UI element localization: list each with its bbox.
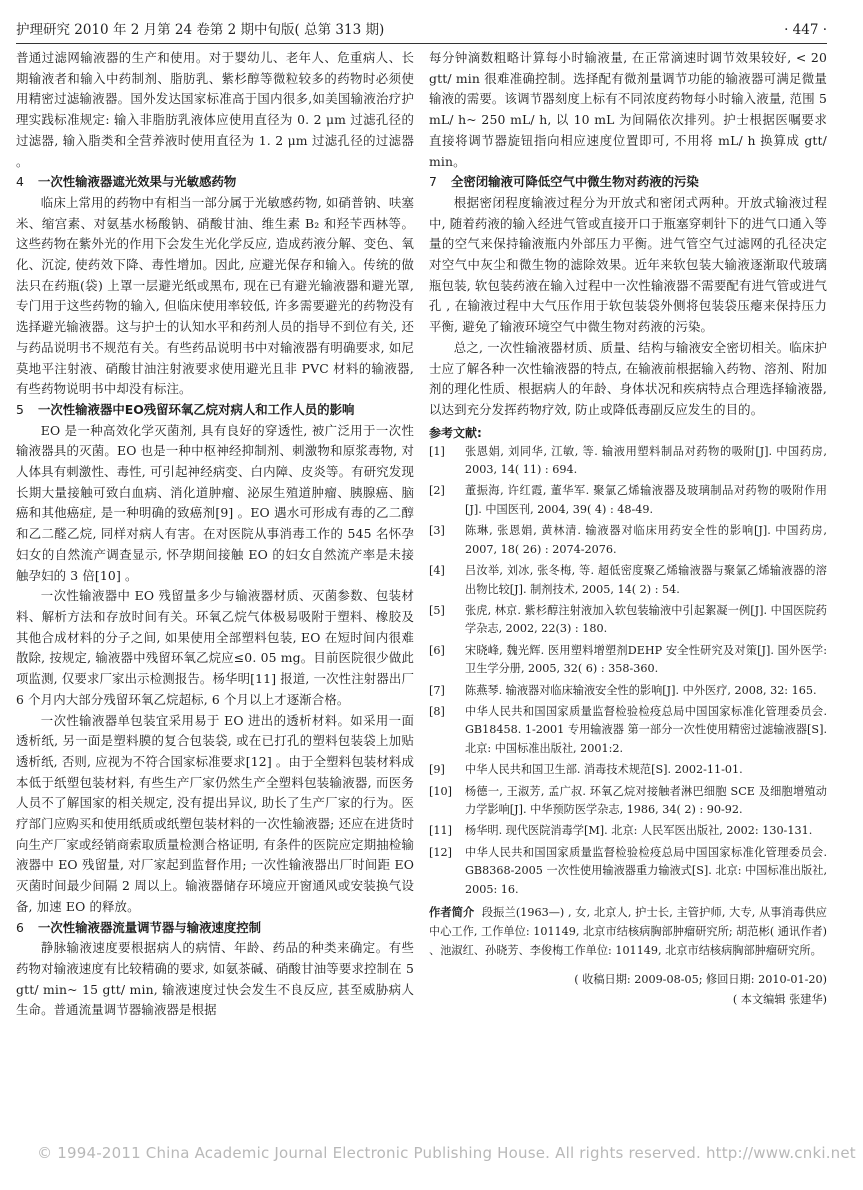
reference-item [429,682,827,700]
reference-text: 吕汝举, 刘冰, 张冬梅, 等. 超低密度聚乙烯输液器与聚氯乙烯输液器的溶出物比较[J]. 制剂技术, 2005, 14( 2) : 54. [465,564,827,596]
author-note [429,903,827,960]
reference-item [429,783,827,820]
reference-item [429,642,827,679]
reference-number: [6] [429,643,445,657]
paragraph: 临床上常用的药物中有相当一部分属于光敏感药物, 如硝普钠、呋塞米、缩宫素、对氨基水杨酸钠、硝酸甘油、维生素 B₂ 和羟苄西林等。这些药物在紫外光的作用下会发生光化学反应, 造成药液分解、变色、氧化、沉淀, 使药效下降、毒性增加。因此, 应避光保存和输入。传统的做法只在药瓶(袋) 上罩一层避光纸或黑布, 现在已有避光输液器和避光罩, 专门用于这些药物的输入, 但临床使用率较低, 许多需要避光的药物没有选择避光输液器。这与护士的认知水平和药剂人员的指导不到位有关, 还与药品说明书不规范有关。有些药品说明书中对输液器有明确要求, 如尼莫地平注射液、硝酸甘油注射液要求使用避光且非 PVC 材料的输液器, 有些药物说明书中却没有标注。 [16,194,414,397]
section-heading [16,172,414,193]
author-label: 作者简介 [429,906,475,919]
references-title: 参考文献: [429,425,482,440]
reference-list [429,443,827,899]
reference-item [429,562,827,599]
right-column [429,48,827,1153]
reference-item [429,703,827,758]
reference-text: 张恩娟, 刘同华, 江敏, 等. 输液用塑料制品对药物的吸附[J]. 中国药房, 2003, 14( 11) : 694. [465,444,827,477]
page-header [16,8,827,44]
reference-number: [3] [429,524,445,538]
paragraph: 普通过滤网输液器的生产和使用。对于婴幼儿、老年人、危重病人、长期输液者和输入中药制剂、脂肪乳、紫杉醇等微粒较多的药物时必须使用精密过滤输液器。国外发达国家标准高于国内很多,如美国输液治疗护理实践标准规定: 输入非脂肪乳液体应使用直径为 0. 2 μm 过滤孔径的过滤器, 输入脂类和全营养液时使用直径为 1. 2 μm 过滤孔径的过滤器 。 [16,50,414,169]
reference-text: 陈琳, 张恩娟, 黄林清. 输液器对临床用药安全性的影响[J]. 中国药房, 2007, 18( 26) : 2074-2076. [465,524,827,556]
reference-number: [7] [429,683,445,697]
reference-text: 中华人民共和国国家质量监督检验检疫总局中国国家标准化管理委员会. GB8368-2005 一次性使用输液器重力输液式[S]. 北京: 中国标准出版社, 2005: 16. [465,845,827,896]
reference-item [429,844,827,899]
section-heading [16,400,414,421]
reference-text: 张虎, 林京. 紫杉醇注射液加入软包装输液中引起絮凝一例[J]. 中国医院药学杂志, 2002, 22(3) : 180. [465,603,827,636]
paragraph: 一次性输液器中 EO 残留量多少与输液器材质、灭菌参数、包装材料、解析方法和存放时间有关。环氧乙烷气体极易吸附于塑料、橡胶及其他合成材料的分子之间, 如果使用全部塑料包装, EO 在短时间内很难散除, 按规定, 输液器中残留环氧乙烷应≤0. 05 mg。目前医院很少做此项监测, 仅要求厂家出示检测报告。杨华明[11] 报道, 一次性注射器出厂 6 个月内大部分残留环氧乙烷超标, 6 个月以上才逐渐合格。 [16,588,414,707]
reference-item [429,602,827,639]
reference-text: 杨华明. 现代医院消毒学[M]. 北京: 人民军医出版社, 2002: 130-131. [465,824,813,838]
section-number: 7 [429,174,437,190]
reference-item [429,443,827,480]
article-body [16,48,827,1153]
author-text: 段振兰(1963—) , 女, 北京人, 护士长, 主管护师, 大专, 从事消毒供应中心工作, 工作单位: 101149, 北京市结核病胸部肿瘤研究所; 胡范彬( 通讯作者) 、池淑红、孙晓芳、李俊梅工作单位: 101149, 北京市结核病胸部肿瘤研究所。 [429,906,827,957]
reference-number: [5] [429,603,445,617]
reference-item [429,761,827,779]
paragraph: 总之, 一次性输液器材质、质量、结构与输液安全密切相关。临床护士应了解各种一次性输液器的特点, 在输液前根据输入药物、溶剂、附加剂的理化性质、根据病人的年龄、身体状况和疾病特点合理选择输液器, 以达到充分发挥药物疗效, 防止或降低毒副反应发生的目的。 [429,339,827,417]
reference-text: 杨德一, 王淑芳, 孟广叔. 环氧乙烷对接触者淋巴细胞 SCE 及细胞增殖动力学影响[J]. 中华预防医学杂志, 1986, 34( 2) : 90-92. [465,784,827,816]
reference-item [429,522,827,559]
copyright-watermark: © 1994-2011 China Academic Journal Electronic Publishing House. All rights reserved. http://www.cnki.net [37,1144,856,1162]
reference-item [429,482,827,519]
section-title: 一次性输液器流量调节器与输液速度控制 [38,919,262,935]
reference-number: [9] [429,763,445,777]
paragraph: 每分钟滴数粗略计算每小时输液量, 在正常滴速时调节效果较好, < 20 gtt/ min 很难准确控制。选择配有微剂量调节功能的输液器可满足微量输液的需要。该调节器刻度上标有不同浓度药物每小时输入液量, 范围 5 mL/ h~ 250 mL/ h, 以 10 mL 为间隔依次排列。护士根据医嘱要求直接将调节器旋钮指向相应速度位置即可, 不用将 mL/ h 换算成 gtt/ min。 [429,50,827,169]
section-title: 一次性输液器遮光效果与光敏感药物 [38,174,237,190]
reference-text: 中华人民共和国国家质量监督检验检疫总局中国国家标准化管理委员会. GB18458. 1-2001 专用输液器 第一部分一次性使用精密过滤输液器[S]. 北京: 中国标准出版社, 2001:2. [465,704,827,755]
page-number: · 447 · [784,22,827,38]
section-number: 5 [16,401,24,417]
reference-number: [11] [429,824,452,838]
section-heading [429,172,827,193]
section-number: 6 [16,919,24,935]
reference-item [429,822,827,840]
received-date: ( 收稿日期: 2009-08-05; 修回日期: 2010-01-20) [574,973,827,986]
paragraph: 根据密闭程度输液过程分为开放式和密闭式两种。开放式输液过程中, 随着药液的输入经进气管或直接开口于瓶塞穿刺针下的进气口通入等量的空气来保持输液瓶内外部压力平衡。进气管空气过滤网的孔径决定对空气中灰尘和微生物的滤除效果。近年来软包装大输液逐渐取代玻璃瓶包装, 软包装药液在输入过程中一次性输液器不需要配有进气管或进气孔 , 在输液过程中大气压作用于软包装袋外侧将包装袋压瘪来保持压力平衡, 避免了输液环境空气中微生物对药液的污染。 [429,194,827,335]
editor-note: ( 本文编辑 张建华) [732,993,827,1006]
section-number: 4 [16,174,24,190]
reference-number: [8] [429,704,445,718]
reference-text: 陈燕琴. 输液器对临床输液安全性的影响[J]. 中外医疗, 2008, 32: 165. [465,683,817,697]
section-heading [16,918,414,939]
paragraph: EO 是一种高效化学灭菌剂, 具有良好的穿透性, 被广泛用于一次性输液器具的灭菌。EO 也是一种中枢神经抑制剂、刺激物和原浆毒物, 对人体具有刺激性、毒性, 可引起神经病变、白内障、皮炎等。有研究发现长期大量接触可致白血病、消化道肿瘤、泌尿生殖道肿瘤、胰腺癌、脑癌和其他癌症, 是一种明确的致癌剂[9] 。EO 遇水可形成有毒的乙二醇和乙二醛乙烷, 同样对病人有害。在对医院从事消毒工作的 545 名怀孕妇女的自然流产调查显示, 怀孕期间接触 EO 的妇女自然流产率是未接触孕妇的 3 倍[10] 。 [16,422,414,583]
section-title: 全密闭输液可降低空气中微生物对药液的污染 [451,174,699,190]
reference-number: [2] [429,484,445,498]
left-column [16,48,414,1153]
reference-text: 宋晓峰, 魏光辉. 医用塑料增塑剂DEHP 安全性研究及对策[J]. 国外医学: 卫生学分册, 2005, 32( 6) : 358-360. [465,643,827,676]
reference-number: [1] [429,444,445,458]
reference-text: 董振海, 许红霞, 董华军. 聚氯乙烯输液器及玻璃制品对药物的吸附作用[J]. 中国医刊, 2004, 39( 4) : 48-49. [465,484,827,516]
reference-number: [4] [429,564,445,578]
paragraph: 一次性输液器单包装宜采用易于 EO 进出的透析材料。如采用一面透析纸, 另一面是塑料膜的复合包装袋, 或在已打孔的塑料包装袋上加贴透析纸, 否则, 应视为不符合国家标准要求[12] 。由于全塑料包装材料成本低于纸塑包装材料, 有些生产厂家仍然生产全塑料包装输液器, 而医务人员不了解国家的相关规定, 没有提出异议, 助长了生产厂家的行为。医疗部门应购买和使用纸质或纸塑包装材料的一次性输液器; 还应在进货时向生产厂家或经销商索取质量检测合格证明, 有条件的医院应定期抽检输液器中 EO 残留量, 对厂家起到监督作用; 一次性输液器出厂时间距 EO 灭菌时间最少间隔 2 周以上。输液器储存环境应开窗通风或安装换气设备, 加速 EO 的释放。 [16,712,414,914]
reference-text: 中华人民共和国卫生部. 消毒技术规范[S]. 2002-11-01. [465,763,743,777]
journal-info: 护理研究 2010 年 2 月第 24 卷第 2 期中旬版( 总第 313 期) [16,22,385,38]
section-title: 一次性输液器中EO残留环氧乙烷对病人和工作人员的影响 [38,401,355,417]
paragraph: 静脉输液速度要根据病人的病情、年龄、药品的种类来确定。有些药物对输液速度有比较精确的要求, 如氨茶碱、硝酸甘油等要求控制在 5 gtt/ min~ 15 gtt/ min, 输液速度过快会发生不良反应, 甚至威胁病人生命。普通流量调节器输液器是根据 [16,940,414,1018]
reference-number: [10] [429,784,452,798]
reference-number: [12] [429,845,452,859]
